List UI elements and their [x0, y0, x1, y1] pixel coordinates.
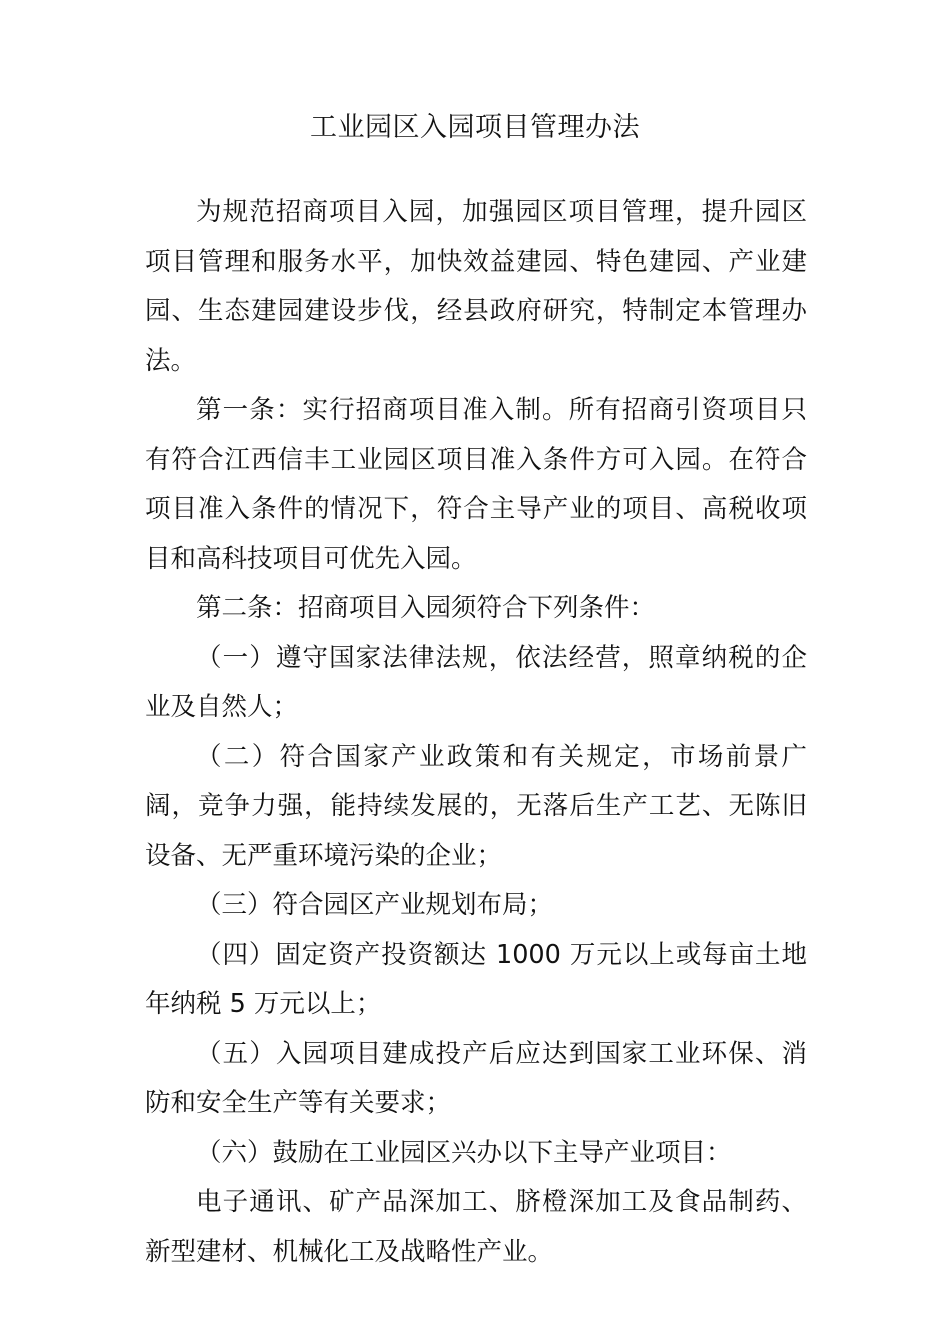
paragraph-condition-1: （一）遵守国家法律法规，依法经营，照章纳税的企业及自然人；: [145, 642, 807, 722]
paragraph-industries: 电子通讯、矿产品深加工、脐橙深加工及食品制药、新型建材、机械化工及战略性产业。: [145, 1187, 807, 1267]
paragraph-condition-4: （四）固定资产投资额达 1000 万元以上或每亩土地年纳税 5 万元以上；: [145, 939, 807, 1019]
paragraph-condition-3: （三）符合园区产业规划布局；: [196, 890, 554, 920]
document-title: 工业园区入园项目管理办法: [310, 112, 640, 143]
paragraph-condition-6: （六）鼓励在工业园区兴办以下主导产业项目：: [196, 1137, 732, 1168]
document-body: [145, 188, 807, 1277]
paragraph-condition-2: （二）符合国家产业政策和有关规定，市场前景广阔，竞争力强，能持续发展的，无落后生产工艺、无陈旧设备、无严重环境污染的企业；: [145, 741, 807, 871]
paragraph-article-1: 第一条：实行招商项目准入制。所有招商引资项目只有符合江西信丰工业园区项目准入条件方可入园。在符合项目准入条件的情况下，符合主导产业的项目、高税收项目和高科技项目可优先入园。: [145, 395, 807, 574]
paragraph-condition-5: （五）入园项目建成投产后应达到国家工业环保、消防和安全生产等有关要求；: [145, 1038, 807, 1118]
paragraph-article-2: 第二条：招商项目入园须符合下列条件：: [196, 593, 656, 623]
paragraph-preamble: 为规范招商项目入园，加强园区项目管理，提升园区项目管理和服务水平，加快效益建园、特色建园、产业建园、生态建园建设步伐，经县政府研究，特制定本管理办法。: [145, 197, 807, 376]
